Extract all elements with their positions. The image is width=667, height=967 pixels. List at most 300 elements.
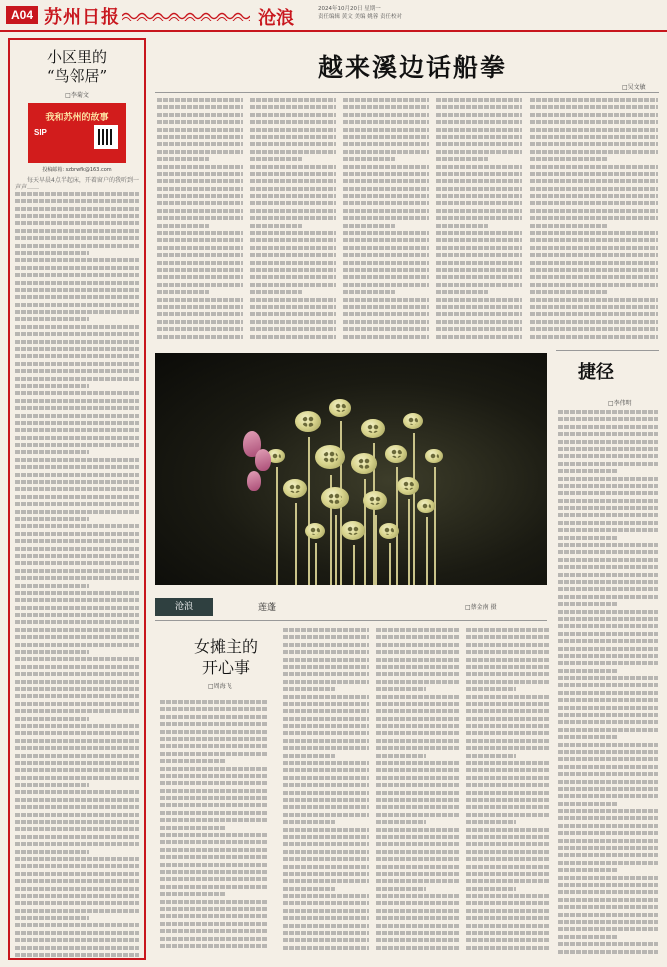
text-line [466,695,550,699]
text-line [157,172,243,176]
text-line [530,194,658,198]
text-line [15,362,139,366]
text-line [558,942,658,946]
text-line [376,709,460,713]
promo-banner [28,103,126,163]
lotus-pod [315,445,345,469]
text-line [15,857,139,861]
text-line [343,209,429,213]
text-line [436,165,522,169]
text-line [250,275,336,279]
text-line [558,440,658,444]
text-line [558,676,658,680]
lotus-pod [363,491,387,510]
text-line [466,813,550,817]
text-line [558,610,658,614]
text-line [530,283,658,287]
woman-text-col-4 [466,628,550,953]
text-line [530,246,658,250]
text-line [250,194,336,198]
text-line [157,150,243,154]
text-line [466,805,550,809]
text-line [15,931,139,935]
text-line [15,909,139,913]
text-line [558,595,658,599]
text-line [530,113,658,117]
text-line [250,179,336,183]
text-line [530,327,658,331]
text-line [558,454,658,458]
text-line [15,946,139,950]
text-line [466,665,550,669]
text-line [250,165,336,169]
text-line [283,643,369,647]
text-line [15,354,139,358]
text-line [15,502,139,506]
text-line [436,150,522,154]
text-line [530,165,658,169]
text-line [250,187,336,191]
text-line [15,591,139,595]
lotus-pod [295,411,321,432]
woman-title-line-1: 女摊主的 [193,637,258,656]
text-line [530,268,658,272]
text-line [283,768,369,772]
text-line [376,776,460,780]
text-line [558,876,658,880]
text-line [15,746,139,750]
text-line [15,510,139,514]
text-line [558,587,658,591]
text-line [436,209,522,213]
text-line [250,283,336,287]
text-line [558,683,658,687]
text-line [283,731,369,735]
text-line [160,863,268,867]
lotus-pod [329,399,351,417]
text-line [157,216,243,220]
text-line [530,261,658,265]
woman-title-line-2: 开心事 [201,658,250,677]
text-line [15,325,139,329]
text-line [157,98,243,102]
text-line [283,761,369,765]
text-line [15,783,89,787]
text-line [15,443,139,447]
text-line [157,253,243,257]
text-line [15,820,139,824]
text-line [436,201,522,205]
text-line [558,809,658,813]
text-line [250,98,336,102]
text-line [157,120,243,124]
text-line [558,647,658,651]
text-line [160,700,268,704]
text-line [160,826,225,830]
title-rule [155,92,659,93]
text-line [343,224,395,228]
text-line [15,436,139,440]
lotus-stem [335,515,337,585]
text-line [466,768,550,772]
text-line [15,872,139,876]
text-line [466,754,516,758]
text-line [558,935,618,939]
text-line [530,275,658,279]
text-line [466,916,550,920]
text-line [558,432,658,436]
text-line [283,887,335,891]
lotus-pod [425,449,443,463]
text-line [376,842,460,846]
text-line [15,303,139,307]
text-line [250,312,336,316]
text-line [157,320,243,324]
text-line [376,828,460,832]
text-column-4 [436,98,522,342]
side-article-byline: □李伟明 [608,400,632,407]
text-line [436,194,522,198]
text-line [436,179,522,183]
text-line [436,224,488,228]
text-line [436,335,522,339]
left-article-title [10,48,144,86]
text-line [157,142,243,146]
text-line [157,327,243,331]
text-line [15,495,139,499]
text-line [558,713,658,717]
text-line [558,905,658,909]
text-line [466,894,550,898]
text-line [15,428,139,432]
text-line [376,916,460,920]
main-article-byline: □吴文敏 [622,84,646,91]
left-article-byline: □李菊文 [65,92,89,99]
text-line [283,820,335,824]
text-line [15,229,139,233]
text-line [558,868,618,872]
text-line [558,861,658,865]
text-line [250,320,336,324]
text-line [15,421,139,425]
text-line [376,731,460,735]
text-line [157,194,243,198]
text-line [558,543,658,547]
text-line [466,776,550,780]
text-line [160,907,268,911]
text-line [558,410,658,414]
text-line [530,120,658,124]
text-line [15,650,89,654]
text-line [558,794,658,798]
text-line [558,927,658,931]
text-line [530,298,658,302]
text-line [558,772,658,776]
text-line [15,487,139,491]
text-line [436,283,522,287]
text-line [376,909,460,913]
text-line [250,120,336,124]
lotus-pod [379,523,399,539]
text-line [558,691,658,695]
text-line [15,539,139,543]
text-line [530,142,658,146]
text-line [376,672,460,676]
text-line [466,724,550,728]
text-line [160,922,268,926]
text-line [15,532,139,536]
text-line [558,469,618,473]
text-line [436,312,522,316]
text-line [530,305,658,309]
text-line [15,805,139,809]
text-line [436,261,522,265]
text-line [466,746,550,750]
text-line [15,214,139,218]
text-line [15,465,139,469]
text-line [558,720,658,724]
text-line [558,780,658,784]
text-line [15,665,139,669]
lotus-petal [247,471,261,491]
text-line [558,639,658,643]
text-line [343,216,429,220]
text-line [558,913,658,917]
text-line [436,172,522,176]
text-line [376,680,460,684]
text-line [530,201,658,205]
text-line [466,643,550,647]
text-line [250,327,336,331]
text-line [466,931,550,935]
text-line [558,669,618,673]
text-line [530,335,658,339]
text-line [15,864,139,868]
lotus-stem [408,499,410,585]
text-line [283,901,369,905]
left-title-line-2: “鸟邻居” [46,67,108,85]
lotus-pod [403,413,423,429]
text-line [283,931,369,935]
text-line [558,624,658,628]
text-line [250,290,302,294]
text-line [558,654,658,658]
lotus-pod [351,453,377,474]
text-line [376,643,460,647]
text-line [466,872,550,876]
promo-email: 投稿邮箱: szbrwfk@163.com [42,167,112,173]
lotus-pod [385,445,407,463]
text-line [343,120,429,124]
text-line [15,887,139,891]
text-line [466,901,550,905]
side-article-title: 捷径 [578,362,614,383]
text-line [283,850,369,854]
text-line [466,835,550,839]
text-line [376,798,460,802]
text-line [160,715,268,719]
text-line [376,628,460,632]
text-line [436,305,522,309]
text-line [343,261,429,265]
text-line [376,857,460,861]
text-line [376,746,460,750]
text-line [558,491,658,495]
text-line [15,569,139,573]
text-line [466,820,516,824]
text-line [466,761,550,765]
text-line [343,327,429,331]
text-line [436,135,522,139]
lotus-stem [276,467,278,585]
column-tag: 沧浪 [155,598,213,616]
text-line [376,894,460,898]
text-line [15,680,139,684]
text-line [466,842,550,846]
text-line [558,802,618,806]
text-line [376,717,460,721]
text-line [558,499,658,503]
text-line [376,835,460,839]
text-line [558,484,658,488]
text-line [283,717,369,721]
text-line [558,735,618,739]
text-line [160,767,268,771]
text-line [558,617,658,621]
lotus-pod-photo [155,353,547,585]
text-line [15,657,139,661]
lotus-stem [413,433,415,585]
text-line [376,805,460,809]
text-line [15,554,139,558]
text-line [343,105,429,109]
text-line [466,798,550,802]
text-line [530,157,607,161]
text-line [376,650,460,654]
text-line [436,246,522,250]
text-line [283,798,369,802]
text-line [376,931,460,935]
text-line [15,288,139,292]
main-article-title: 越来溪边话船拳 [318,53,508,82]
text-line [343,179,429,183]
text-line [558,477,658,481]
woman-text-col-1 [160,700,268,951]
text-line [15,266,139,270]
text-line [466,687,516,691]
text-column-3 [343,98,429,342]
text-line [15,561,139,565]
text-line [283,909,369,913]
text-line [283,865,369,869]
text-line [15,192,139,196]
text-line [283,695,369,699]
text-line [376,687,426,691]
text-line [530,216,658,220]
woman-article-title [186,636,266,678]
text-line [157,290,209,294]
column-bar [155,598,547,616]
text-line [558,462,658,466]
text-line [436,320,522,324]
text-line [466,946,550,950]
left-article-lead: 每天早晨4点半起床，开着窗户的我听到一声声…… [15,177,139,192]
text-line [160,707,268,711]
lotus-stem [315,543,317,585]
text-line [250,150,336,154]
text-line [558,417,658,421]
issue-info [318,5,518,21]
text-line [283,746,369,750]
text-column-2 [250,98,336,342]
text-line [343,142,429,146]
text-line [530,172,658,176]
text-line [343,172,429,176]
text-line [250,135,336,139]
photo-credit: □蔡金南 摄 [465,604,497,611]
left-article-box [8,38,146,960]
text-line [558,521,658,525]
text-line [283,791,369,795]
issue-date: 2024年10月20日 星期一 [318,6,381,12]
text-line [343,165,429,169]
page-number: A04 [6,6,38,24]
text-line [15,879,139,883]
text-line [376,879,460,883]
text-line [15,258,139,262]
text-line [376,768,460,772]
side-top-rule [556,350,659,351]
text-line [283,776,369,780]
text-line [15,643,139,647]
text-line [558,580,658,584]
text-line [157,105,243,109]
text-line [343,298,429,302]
text-line [15,524,139,528]
left-title-line-1: 小区里的 [46,48,107,66]
text-line [15,310,139,314]
text-line [15,199,139,203]
text-line [283,702,369,706]
text-line [15,207,139,211]
text-line [558,890,658,894]
text-line [376,820,426,824]
text-line [558,602,618,606]
text-line [436,238,522,242]
text-line [160,730,268,734]
text-line [160,892,225,896]
text-line [558,661,658,665]
text-line [15,317,89,321]
text-line [250,209,336,213]
text-line [376,658,460,662]
text-line [160,914,268,918]
text-line [530,98,658,102]
text-line [15,391,139,395]
text-line [436,120,522,124]
text-line [283,672,369,676]
text-line [283,813,369,817]
text-line [250,157,302,161]
text-line [376,924,460,928]
text-line [15,724,139,728]
text-column-1 [157,98,243,342]
text-line [436,157,488,161]
text-line [343,320,429,324]
text-line [376,901,460,905]
text-line [15,273,139,277]
text-line [376,791,460,795]
